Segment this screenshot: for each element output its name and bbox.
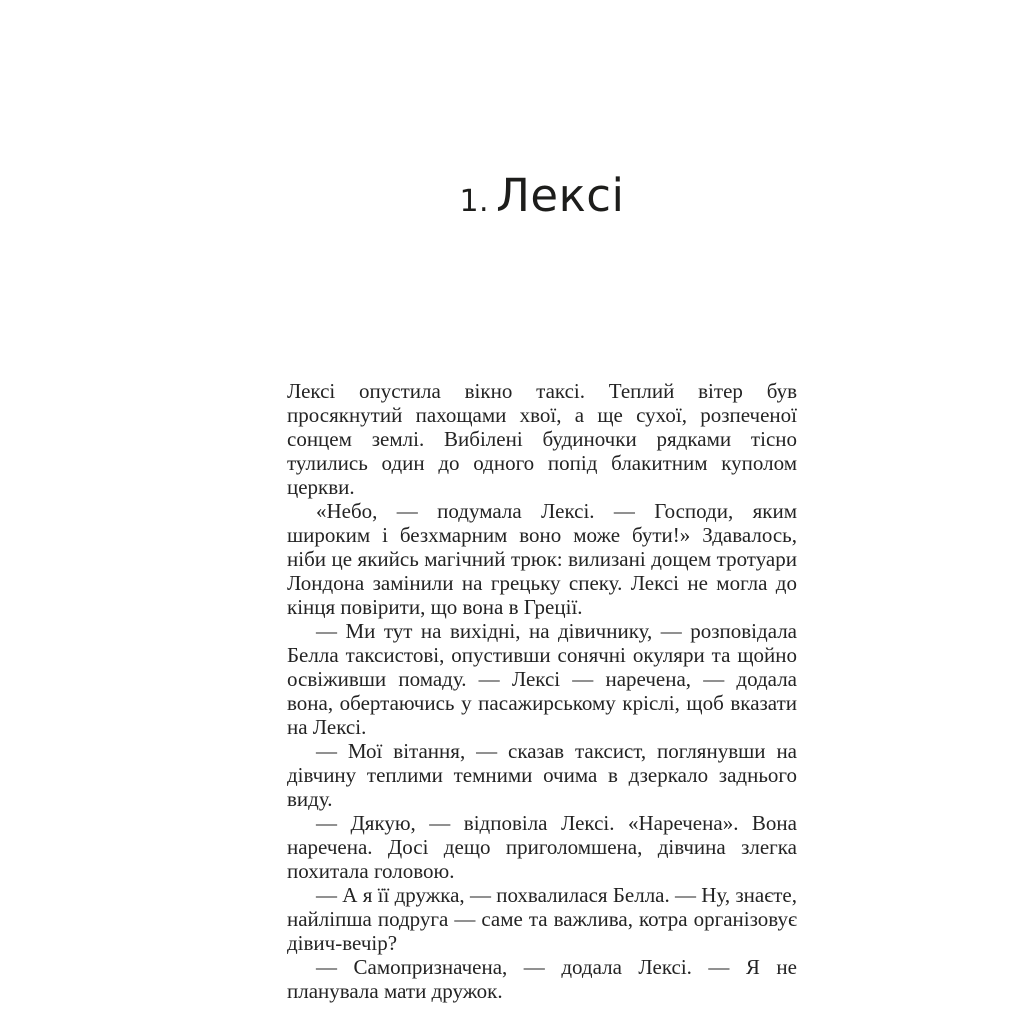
paragraph: «Небо, — подумала Лексі. — Господи, яким широким і безхмарним воно може бути!» Здавалось, ніби це якийсь магічний трюк: вилизані дощем тротуари Лондона замінили на грецьку спеку. Лексі не могла до кінця повірити, що вона в Греції.	[287, 499, 797, 619]
paragraph: Лексі опустила вікно таксі. Теплий вітер був просякнутий пахощами хвої, а ще сухої, розпеченої сонцем землі. Вибілені будиночки рядками тісно тулились один до одного попід блакитним куполом церкви.	[287, 379, 797, 499]
paragraph: — Ми тут на вихідні, на дівичнику, — розповідала Белла таксистові, опустивши сонячні окуляри та щойно освіживши помаду. — Лексі — наречена, — додала вона, обертаючись у пасажирському кріслі, щоб вказати на Лексі.	[287, 619, 797, 739]
paragraph: — Самопризначена, — додала Лексі. — Я не планувала мати дружок.	[287, 955, 797, 1003]
paragraph: — А я її дружка, — похвалилася Белла. — Ну, знаєте, найліпша подруга — саме та важлива, котра організовує дівич-вечір?	[287, 883, 797, 955]
text-column	[287, 379, 797, 1003]
chapter-number: 1.	[459, 184, 490, 219]
paragraph: — Дякую, — відповіла Лексі. «Наречена». Вона наречена. Досі дещо приголомшена, дівчина злегка похитала головою.	[287, 811, 797, 883]
paragraph: — Мої вітання, — сказав таксист, поглянувши на дівчину теплими темними очима в дзеркало заднього виду.	[287, 739, 797, 811]
chapter-title: Лексі	[496, 169, 625, 222]
chapter-heading	[287, 171, 797, 231]
